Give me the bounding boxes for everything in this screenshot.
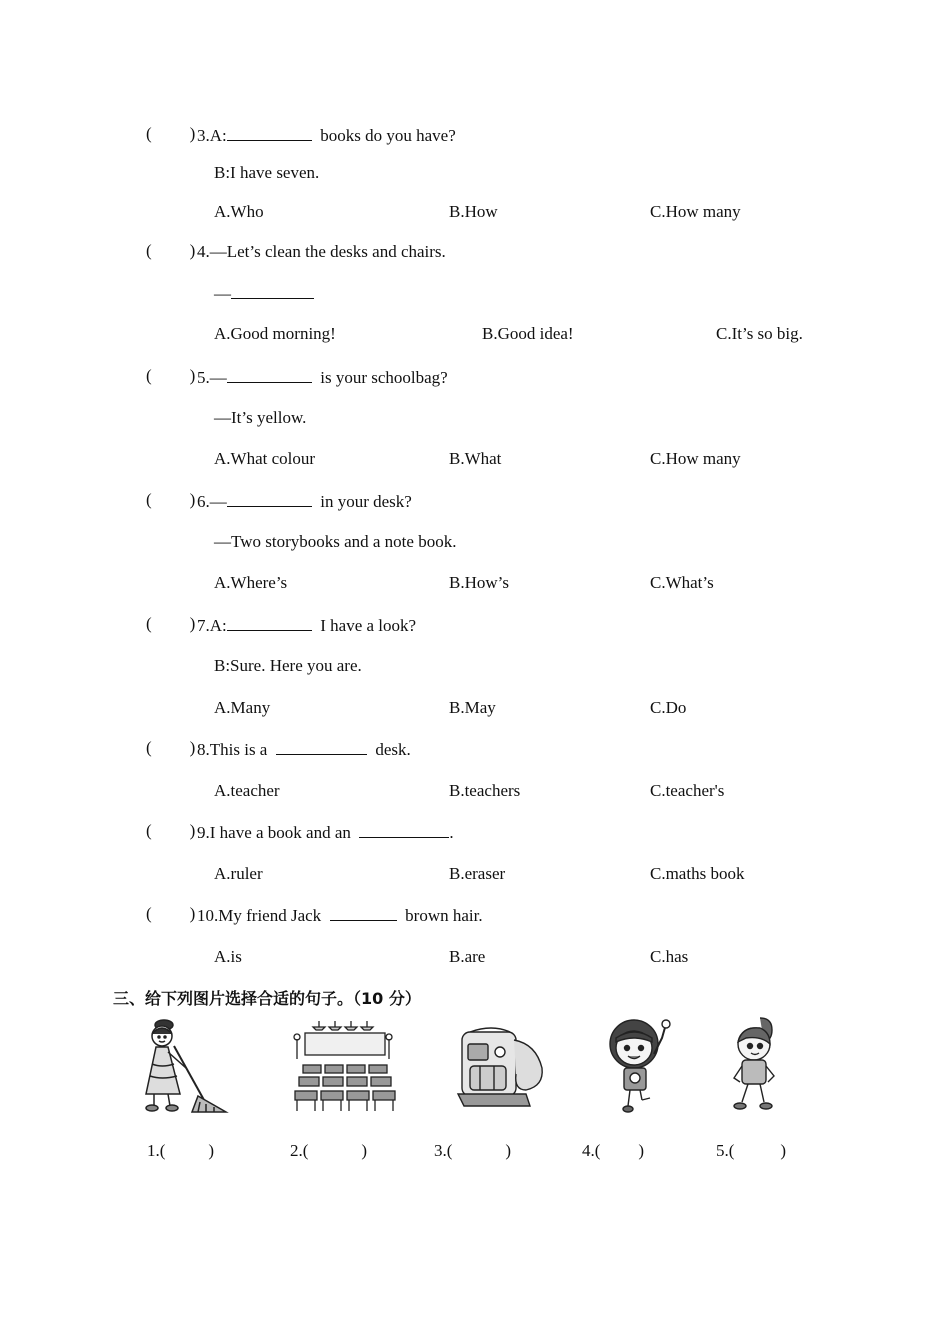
picture-answer-3[interactable]: 3.( ) bbox=[434, 1141, 512, 1160]
answer-bracket-q6[interactable] bbox=[146, 490, 195, 510]
question-line2-q3: B:I have seven. bbox=[214, 163, 320, 182]
bracket-open: ( bbox=[146, 366, 152, 385]
option-a-q10[interactable]: A.is bbox=[214, 947, 242, 966]
answer-bracket-q8[interactable] bbox=[146, 738, 195, 758]
picture-classroom bbox=[289, 1019, 397, 1113]
question-stem-q9: 9.I have a book and an . bbox=[197, 823, 454, 842]
bracket-close: ) bbox=[189, 614, 196, 633]
bracket-close: ) bbox=[189, 241, 196, 260]
option-c-q3[interactable]: C.How many bbox=[650, 202, 741, 221]
section-3-title: 三、给下列图片选择合适的句子。（10 分） bbox=[113, 989, 421, 1008]
bracket-open: ( bbox=[146, 738, 152, 757]
option-b-q4[interactable]: B.Good idea! bbox=[482, 324, 574, 343]
question-line2-q6: —Two storybooks and a note book. bbox=[214, 532, 457, 551]
option-a-q4[interactable]: A.Good morning! bbox=[214, 324, 336, 343]
question-stem-q4: 4.—Let’s clean the desks and chairs. bbox=[197, 242, 446, 261]
picture-answer-1[interactable]: 1.( ) bbox=[147, 1141, 215, 1160]
answer-bracket-q9[interactable] bbox=[146, 821, 195, 841]
option-b-q7[interactable]: B.May bbox=[449, 698, 496, 717]
fill-blank[interactable] bbox=[231, 282, 314, 299]
option-a-q8[interactable]: A.teacher bbox=[214, 781, 280, 800]
option-c-q7[interactable]: C.Do bbox=[650, 698, 687, 717]
option-c-q9[interactable]: C.maths book bbox=[650, 864, 745, 883]
picture-girl-sweeping bbox=[140, 1016, 232, 1116]
option-c-q8[interactable]: C.teacher's bbox=[650, 781, 725, 800]
option-a-q3[interactable]: A.Who bbox=[214, 202, 264, 221]
fill-blank[interactable] bbox=[227, 366, 312, 383]
option-a-q7[interactable]: A.Many bbox=[214, 698, 271, 717]
bracket-close: ) bbox=[189, 904, 196, 923]
option-c-q4[interactable]: C.It’s so big. bbox=[716, 324, 803, 343]
picture-answer-4[interactable]: 4.( ) bbox=[582, 1141, 645, 1160]
bracket-open: ( bbox=[146, 614, 152, 633]
bracket-close: ) bbox=[189, 124, 196, 143]
fill-blank[interactable] bbox=[227, 124, 312, 141]
option-b-q6[interactable]: B.How’s bbox=[449, 573, 509, 592]
answer-bracket-q5[interactable] bbox=[146, 366, 195, 386]
question-stem-q6: 6.— in your desk? bbox=[197, 492, 412, 511]
answer-bracket-q7[interactable] bbox=[146, 614, 195, 634]
fill-blank[interactable] bbox=[227, 614, 312, 631]
question-line2-q5: —It’s yellow. bbox=[214, 408, 307, 427]
bracket-open: ( bbox=[146, 124, 152, 143]
question-stem-q10: 10.My friend Jack brown hair. bbox=[197, 906, 483, 925]
answer-bracket-q3[interactable] bbox=[146, 124, 195, 144]
picture-answer-2[interactable]: 2.( ) bbox=[290, 1141, 368, 1160]
question-stem-q8: 8.This is a desk. bbox=[197, 740, 411, 759]
bracket-open: ( bbox=[146, 241, 152, 260]
option-a-q5[interactable]: A.What colour bbox=[214, 449, 316, 468]
bracket-open: ( bbox=[146, 490, 152, 509]
picture-girl-walking bbox=[728, 1016, 784, 1114]
option-c-q10[interactable]: C.has bbox=[650, 947, 689, 966]
answer-bracket-q4[interactable] bbox=[146, 241, 195, 261]
picture-girl-waving bbox=[606, 1018, 674, 1114]
option-a-q9[interactable]: A.ruler bbox=[214, 864, 263, 883]
option-b-q3[interactable]: B.How bbox=[449, 202, 498, 221]
bracket-close: ) bbox=[189, 821, 196, 840]
picture-answer-5[interactable]: 5.( ) bbox=[716, 1141, 787, 1160]
question-stem-q7: 7.A: I have a look? bbox=[197, 616, 417, 635]
fill-blank[interactable] bbox=[227, 490, 312, 507]
fill-blank[interactable] bbox=[330, 904, 397, 921]
question-stem-q3: 3.A: books do you have? bbox=[197, 126, 456, 145]
answer-bracket-q10[interactable] bbox=[146, 904, 195, 924]
option-b-q5[interactable]: B.What bbox=[449, 449, 502, 468]
picture-schoolbag bbox=[456, 1024, 548, 1112]
question-line2-q7: B:Sure. Here you are. bbox=[214, 656, 362, 675]
bracket-open: ( bbox=[146, 904, 152, 923]
bracket-close: ) bbox=[189, 490, 196, 509]
question-line2-q4: — bbox=[214, 282, 314, 305]
option-c-q6[interactable]: C.What’s bbox=[650, 573, 714, 592]
bracket-close: ) bbox=[189, 738, 196, 757]
option-b-q8[interactable]: B.teachers bbox=[449, 781, 521, 800]
bracket-close: ) bbox=[189, 366, 196, 385]
option-c-q5[interactable]: C.How many bbox=[650, 449, 741, 468]
option-b-q9[interactable]: B.eraser bbox=[449, 864, 506, 883]
question-stem-q5: 5.— is your schoolbag? bbox=[197, 368, 448, 387]
option-b-q10[interactable]: B.are bbox=[449, 947, 486, 966]
fill-blank[interactable] bbox=[359, 821, 449, 838]
bracket-open: ( bbox=[146, 821, 152, 840]
option-a-q6[interactable]: A.Where’s bbox=[214, 573, 288, 592]
fill-blank[interactable] bbox=[276, 738, 367, 755]
